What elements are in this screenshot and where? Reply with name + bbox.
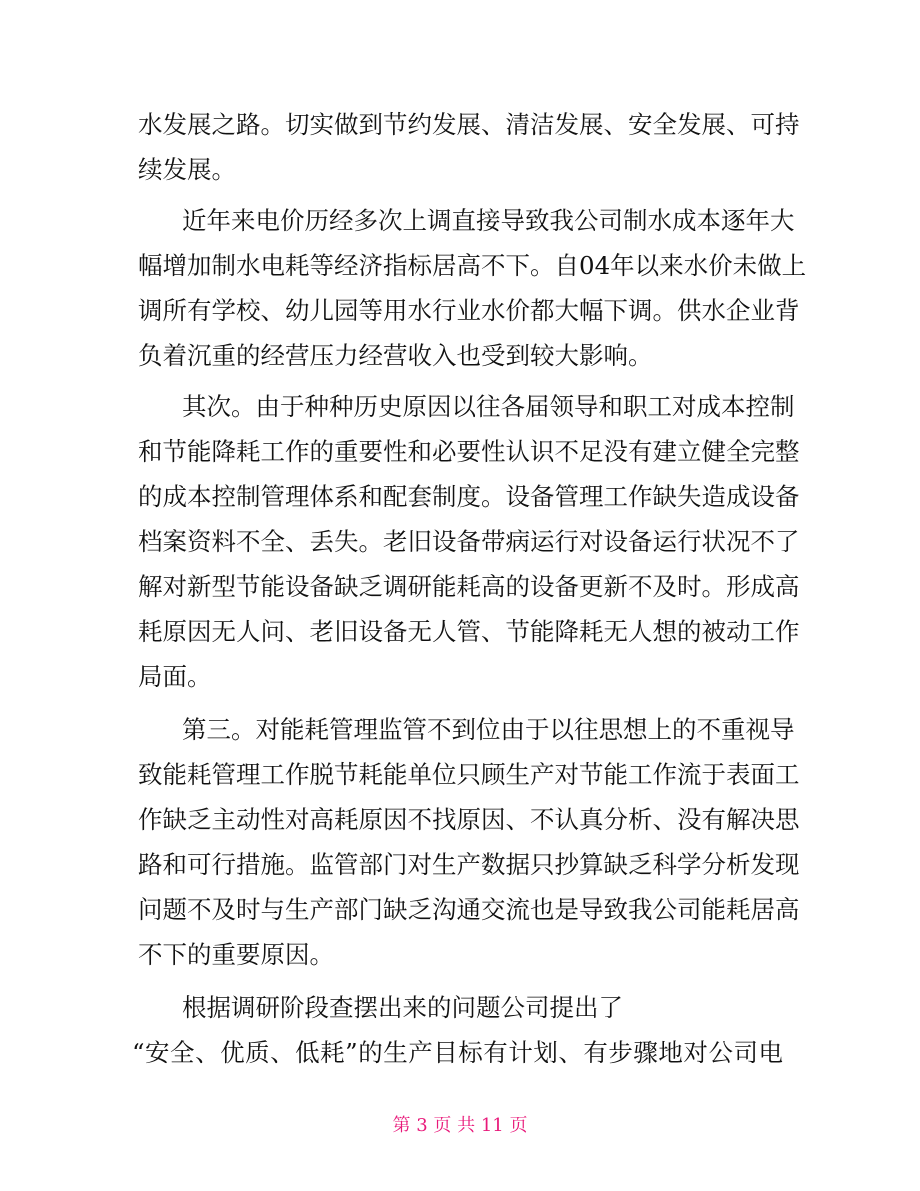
paragraph-line: 第三。对能耗管理监管不到位由于以往思想上的不重视导 [182,715,795,744]
paragraph-line: 续发展。 [138,155,236,184]
paragraph-line: 近年来电价历经多次上调直接导致我公司制水成本逐年大 [182,206,795,235]
paragraph-line: 的成本控制管理体系和配套制度。设备管理工作缺失造成设备 [138,482,800,511]
paragraph-line: 解对新型节能设备缺乏调研能耗高的设备更新不及时。形成高 [138,572,800,601]
paragraph-line: 其次。由于种种历史原因以往各届领导和职工对成本控制 [182,392,795,421]
paragraph-line: 耗原因无人问、老旧设备无人管、节能降耗无人想的被动工作 [138,617,800,646]
paragraph-line: 幅增加制水电耗等经济指标居高不下。自04年以来水价未做上 [138,251,807,280]
paragraph-line: 负着沉重的经营压力经营收入也受到较大影响。 [138,341,653,370]
paragraph-line: 问题不及时与生产部门缺乏沟通交流也是导致我公司能耗居高 [138,895,800,924]
paragraph-line: 调所有学校、幼儿园等用水行业水价都大幅下调。供水企业背 [138,296,800,325]
paragraph-line: 不下的重要原因。 [138,940,334,969]
paragraph-line: “安全、优质、低耗”的生产目标有计划、有步骤地对公司电 [132,1038,783,1067]
page-number-footer: 第 3 页 共 11 页 [392,1115,528,1136]
paragraph-line: 路和可行措施。监管部门对生产数据只抄算缺乏科学分析发现 [138,850,800,879]
paragraph-line: 致能耗管理工作脱节耗能单位只顾生产对节能工作流于表面工 [138,760,800,789]
paragraph-line: 水发展之路。切实做到节约发展、清洁发展、安全发展、可持 [138,110,800,139]
paragraph-line: 档案资料不全、丢失。老旧设备带病运行对设备运行状况不了 [138,527,800,556]
paragraph-line: 局面。 [138,662,212,691]
paragraph-line: 和节能降耗工作的重要性和必要性认识不足没有建立健全完整 [138,437,800,466]
paragraph-line: 根据调研阶段查摆出来的问题公司提出了 [182,993,623,1022]
paragraph-line: 作缺乏主动性对高耗原因不找原因、不认真分析、没有解决思 [138,805,800,834]
